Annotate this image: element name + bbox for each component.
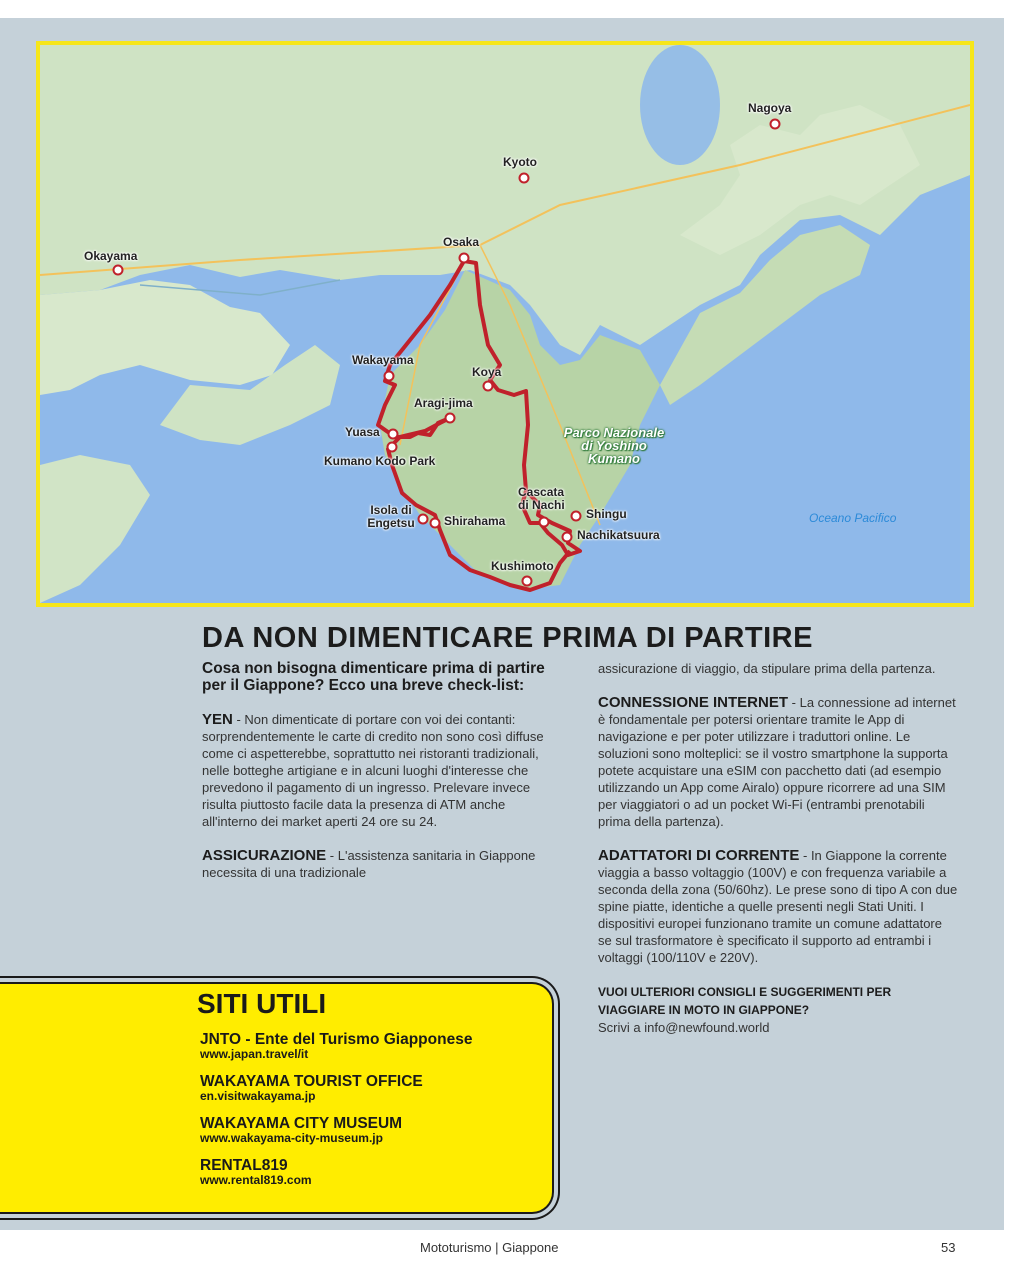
city-label-aragi-jima: Aragi-jima — [414, 396, 473, 410]
section-heading: CONNESSIONE INTERNET — [598, 694, 789, 711]
site-url[interactable]: www.rental819.com — [200, 1173, 312, 1187]
site-name: RENTAL819 — [200, 1157, 288, 1174]
section-yen — [202, 711, 552, 830]
site-url[interactable]: www.wakayama-city-museum.jp — [200, 1131, 383, 1145]
site-url[interactable]: www.japan.travel/it — [200, 1047, 309, 1061]
site-url[interactable]: en.visitwakayama.jp — [200, 1089, 316, 1103]
section-heading: YEN — [202, 711, 233, 728]
section-text: - La connessione ad internet è fondamentale per potersi orientare tramite le App di navigazione e per poter utilizzare i traduttori online. Le soluzioni sono molteplici: se il vostro smartphone la supporta potete acquistare una eSIM con pacchetto dati (ad esempio utilizzando un App come Airalo) oppure ricorrere ad una SIM per viaggiatori o ad un pocket Wi-Fi (entrambi prenotabili prima della partenza). — [598, 695, 956, 829]
section-heading: ASSICURAZIONE — [202, 847, 327, 864]
city-label-osaka: Osaka — [443, 235, 480, 249]
city-label-shingu: Shingu — [586, 507, 627, 521]
city-label-koya: Koya — [472, 365, 502, 379]
site-item-wakayama-city-museum — [200, 1116, 402, 1145]
footer-publication: Mototurismo | Giappone — [420, 1240, 559, 1255]
route-map[interactable] — [36, 41, 974, 607]
section-adattatori — [598, 847, 958, 966]
section-text: - Non dimenticate di portare con voi dei contanti: sorprendentemente le carte di credito non sono così diffuse come ci aspetterebbe, soprattutto nei ristoranti tradizionali, nelle botteghe artigiane e in alcuni luoghi d'interesse che prevedono il pagamento di un ingresso. Prelevare invece risulta piuttosto facile data la presenza di ATM anche all'interno dei market aperti 24 ore su 24. — [202, 712, 544, 829]
city-label-wakayama: Wakayama — [352, 353, 414, 367]
closing-email[interactable]: Scrivi a info@newfound.world — [598, 1020, 770, 1035]
siti-utili-box — [0, 982, 554, 1214]
city-label-cascata-di-nachi: Cascata di Nachi — [518, 485, 565, 512]
site-name: WAKAYAMA CITY MUSEUM — [200, 1115, 403, 1132]
city-label-nagoya: Nagoya — [748, 101, 792, 115]
site-name: JNTO - Ente del Turismo Giapponese — [200, 1031, 473, 1048]
site-item-jnto — [200, 1032, 472, 1061]
city-label-kushimoto: Kushimoto — [491, 559, 554, 573]
closing-question: VUOI ULTERIORI CONSIGLI E SUGGERIMENTI PER VIAGGIARE IN MOTO IN GIAPPONE? — [598, 985, 892, 1017]
article-title: DA NON DIMENTICARE PRIMA DI PARTIRE — [202, 622, 813, 654]
park-label: Parco Nazionale di Yoshino Kumano — [563, 425, 665, 466]
city-label-kyoto: Kyoto — [503, 155, 537, 169]
page-number: 53 — [941, 1240, 956, 1255]
site-name: WAKAYAMA TOURIST OFFICE — [200, 1073, 423, 1090]
city-label-yuasa: Yuasa — [345, 425, 380, 439]
section-text: - L'assistenza sanitaria in Giappone necessita di una tradizionale — [202, 848, 536, 880]
site-item-wakayama-tourist-office — [200, 1074, 423, 1103]
city-label-nachikatsuura: Nachikatsuura — [577, 528, 660, 542]
section-assicurazione — [202, 847, 552, 881]
article-intro: Cosa non bisogna dimenticare prima di partire per il Giappone? Ecco una breve check-list: — [202, 660, 545, 694]
article-column-right — [598, 660, 958, 1036]
section-heading: ADATTATORI DI CORRENTE — [598, 847, 800, 864]
siti-title: SITI UTILI — [197, 988, 327, 1019]
city-label-okayama: Okayama — [84, 249, 138, 263]
city-label-shirahama: Shirahama — [444, 514, 506, 528]
section-assicurazione-continued: assicurazione di viaggio, da stipulare prima della partenza. — [598, 661, 936, 676]
city-label-kumano-kodo-park: Kumano Kodo Park — [324, 454, 436, 468]
section-text: - In Giappone la corrente viaggia a basso voltaggio (100V) e con frequenza variabile a seconda della zona (50/60hz). Le prese sono di tipo A con due spine piatte, identiche a quelle presenti negli Stati Uniti. I dispositivi europei funzionano tramite un comune adattatore se sul trasformatore è specificato il supporto ad entrambi i voltaggi (100/110V e 220V). — [598, 848, 958, 965]
ocean-label: Oceano Pacifico — [809, 511, 897, 525]
closing-block — [598, 983, 958, 1036]
city-label-isola-di-engetsu: Isola di Engetsu — [367, 503, 415, 530]
section-connessione-internet — [598, 694, 958, 830]
article-column-left — [202, 660, 552, 881]
site-item-rental819 — [200, 1158, 312, 1187]
